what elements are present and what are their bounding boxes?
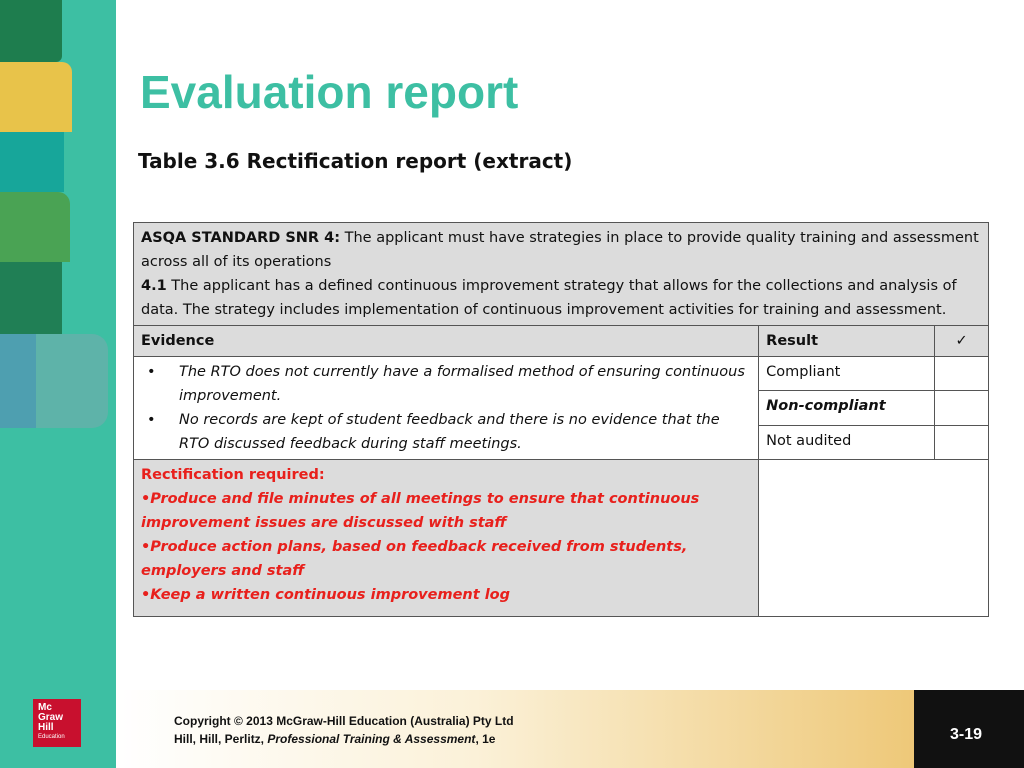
table-header-row: [134, 326, 989, 357]
table-row: [134, 460, 989, 617]
citation-edition: , 1e: [475, 732, 496, 746]
rectification-item: •Produce action plans, based on feedback received from students, employers and staff: [141, 539, 688, 579]
citation-title: Professional Training & Assessment: [267, 732, 476, 746]
slide-title: Evaluation report: [140, 66, 519, 118]
evidence-header: [134, 326, 759, 357]
result-check-cell: [935, 425, 989, 459]
table-caption: Table 3.6 Rectification report (extract): [138, 149, 573, 173]
result-non-compliant-label: Non-compliant: [766, 398, 886, 415]
rectification-table: [133, 222, 989, 617]
checkmark-icon: ✓: [955, 333, 968, 349]
result-header: [759, 326, 935, 357]
result-non-compliant: [759, 391, 935, 425]
copyright-line: Copyright © 2013 McGraw-Hill Education (Australia) Pty Ltd: [174, 714, 514, 728]
side-band: [0, 262, 62, 334]
side-band: [0, 334, 36, 428]
list-item: • The RTO does not currently have a formalised method of ensuring continuous improvement.: [179, 360, 751, 408]
page-number: 3-19: [950, 726, 983, 743]
rectification-cell: [134, 460, 759, 617]
list-item: • No records are kept of student feedback and there is no evidence that the RTO discussed feedback during staff meetings.: [179, 408, 751, 456]
evidence-list: [141, 360, 751, 456]
citation-line: [174, 730, 514, 748]
empty-cell: [759, 460, 989, 617]
logo-text: Graw: [38, 712, 64, 723]
copyright-notice: [174, 712, 514, 748]
side-band: [0, 62, 72, 132]
logo-text: Hill: [38, 722, 54, 733]
result-header-label: Result: [766, 333, 819, 349]
decorative-side-strip: [0, 0, 116, 768]
standard-cell: [134, 223, 989, 326]
page-number-box: [914, 690, 1024, 768]
result-check-cell: [935, 391, 989, 425]
logo-text: Mc: [38, 702, 52, 713]
standard-label: ASQA STANDARD SNR 4:: [141, 230, 341, 246]
side-band: [0, 132, 64, 192]
evidence-header-label: Evidence: [141, 333, 215, 349]
result-check-cell: [935, 357, 989, 391]
mcgraw-hill-logo: [33, 699, 81, 747]
rectification-title: Rectification required:: [141, 467, 325, 483]
clause-label: 4.1: [141, 278, 167, 294]
evidence-cell: [134, 357, 759, 460]
clause-text: The applicant has a defined continuous improvement strategy that allows for the collections and analysis of data. The strategy includes implementation of continuous improvement activities for training and assessment.: [141, 278, 957, 318]
standard-text: The applicant must have strategies in place to provide quality training and assessment across all of its operations: [141, 230, 979, 270]
rectification-item: •Keep a written continuous improvement log: [141, 587, 511, 603]
rectification-item: •Produce and file minutes of all meetings to ensure that continuous improvement issues are discussed with staff: [141, 491, 700, 531]
result-compliant: Compliant: [759, 357, 935, 391]
table-row: [134, 223, 989, 326]
citation-authors: Hill, Hill, Perlitz,: [174, 732, 268, 746]
side-band: [0, 192, 70, 262]
result-not-audited: Not audited: [759, 425, 935, 459]
check-header: [935, 326, 989, 357]
side-band: [0, 0, 62, 62]
table-row: [134, 357, 989, 391]
logo-text: Education: [38, 734, 65, 740]
